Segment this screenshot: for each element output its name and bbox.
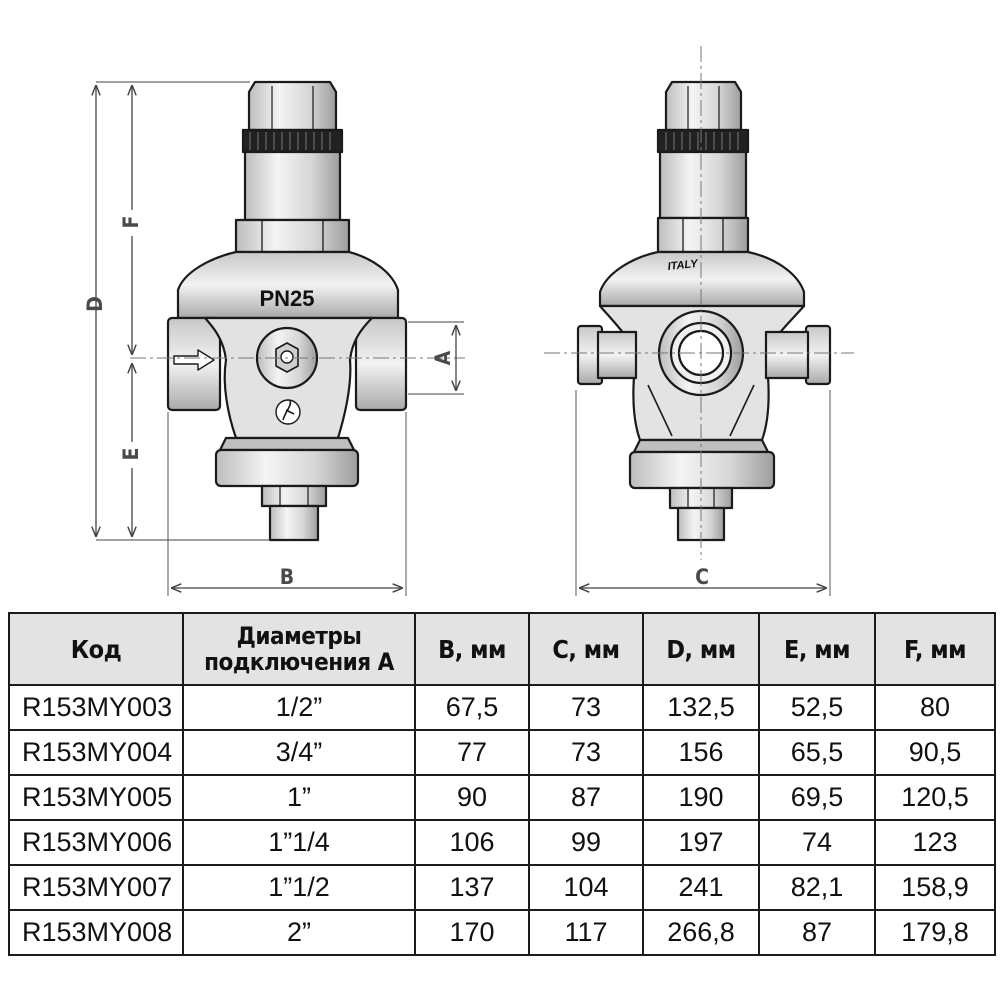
cell-diameter: 1”1/4 [183,820,415,865]
cell-code: R153MY008 [9,910,183,955]
cell-diameter: 1/2” [183,685,415,730]
cell-b: 137 [415,865,529,910]
drain-nut [262,486,326,506]
side-right-stub [806,326,830,384]
cell-f: 123 [875,820,995,865]
table-header-row [9,613,995,685]
cell-diameter: 1” [183,775,415,820]
spec-table [8,612,996,956]
bottom-cap [220,438,354,450]
side-dome-cap [600,252,804,306]
cell-f: 90,5 [875,730,995,775]
top-nut [249,82,336,130]
dimension-a-label: A [431,350,455,366]
header-e: E, мм [759,613,875,685]
side-bonnet-hex [658,218,748,252]
cell-code: R153MY007 [9,865,183,910]
cell-b: 90 [415,775,529,820]
cell-c: 73 [529,685,643,730]
cell-e: 69,5 [759,775,875,820]
table-row [9,820,995,865]
dimension-e-label: E [119,447,143,461]
dimension-b-label: B [279,565,295,589]
cell-e: 82,1 [759,865,875,910]
cell-code: R153MY006 [9,820,183,865]
cell-code: R153MY005 [9,775,183,820]
cell-d: 197 [643,820,759,865]
header-code: Код [9,613,183,685]
cell-c: 104 [529,865,643,910]
cell-diameter: 1”1/2 [183,865,415,910]
front-view [168,82,406,540]
cell-b: 67,5 [415,685,529,730]
dimension-c-label: C [695,565,709,589]
side-view [578,82,830,540]
cell-b: 106 [415,820,529,865]
header-diameter-line2: подключения A [204,648,394,676]
cell-e: 52,5 [759,685,875,730]
table-row [9,685,995,730]
cell-e: 87 [759,910,875,955]
table-row [9,910,995,955]
cell-code: R153MY003 [9,685,183,730]
cell-d: 266,8 [643,910,759,955]
cell-c: 99 [529,820,643,865]
cell-code: R153MY004 [9,730,183,775]
cell-f: 158,9 [875,865,995,910]
header-c: C, мм [529,613,643,685]
cell-f: 179,8 [875,910,995,955]
cell-e: 74 [759,820,875,865]
dimension-d-label: D [83,296,107,312]
cell-diameter: 2” [183,910,415,955]
header-f: F, мм [875,613,995,685]
bonnet [245,152,340,220]
cell-d: 132,5 [643,685,759,730]
cell-b: 77 [415,730,529,775]
italy-marking: ITALY [667,257,699,273]
cell-c: 117 [529,910,643,955]
cell-c: 73 [529,730,643,775]
cell-d: 190 [643,775,759,820]
header-diameter-line1: Диаметры [236,622,362,650]
logo-emblem [276,400,300,424]
cell-b: 170 [415,910,529,955]
side-bonnet [660,152,746,218]
pn25-marking: PN25 [259,286,315,311]
side-top-nut [666,82,741,130]
cell-d: 156 [643,730,759,775]
cell-d: 241 [643,865,759,910]
cell-c: 87 [529,775,643,820]
cell-f: 80 [875,685,995,730]
bonnet-hex [236,220,349,252]
header-diameter [183,613,415,685]
outlet-connection [356,318,406,410]
header-d: D, мм [643,613,759,685]
side-bottom-cap [630,452,774,488]
side-knurled-ring [658,130,748,152]
cell-diameter: 3/4” [183,730,415,775]
table-row [9,865,995,910]
cell-e: 65,5 [759,730,875,775]
table-row [9,730,995,775]
dimension-f-label: F [119,215,143,229]
table-row [9,775,995,820]
header-b: B, мм [415,613,529,685]
cell-f: 120,5 [875,775,995,820]
